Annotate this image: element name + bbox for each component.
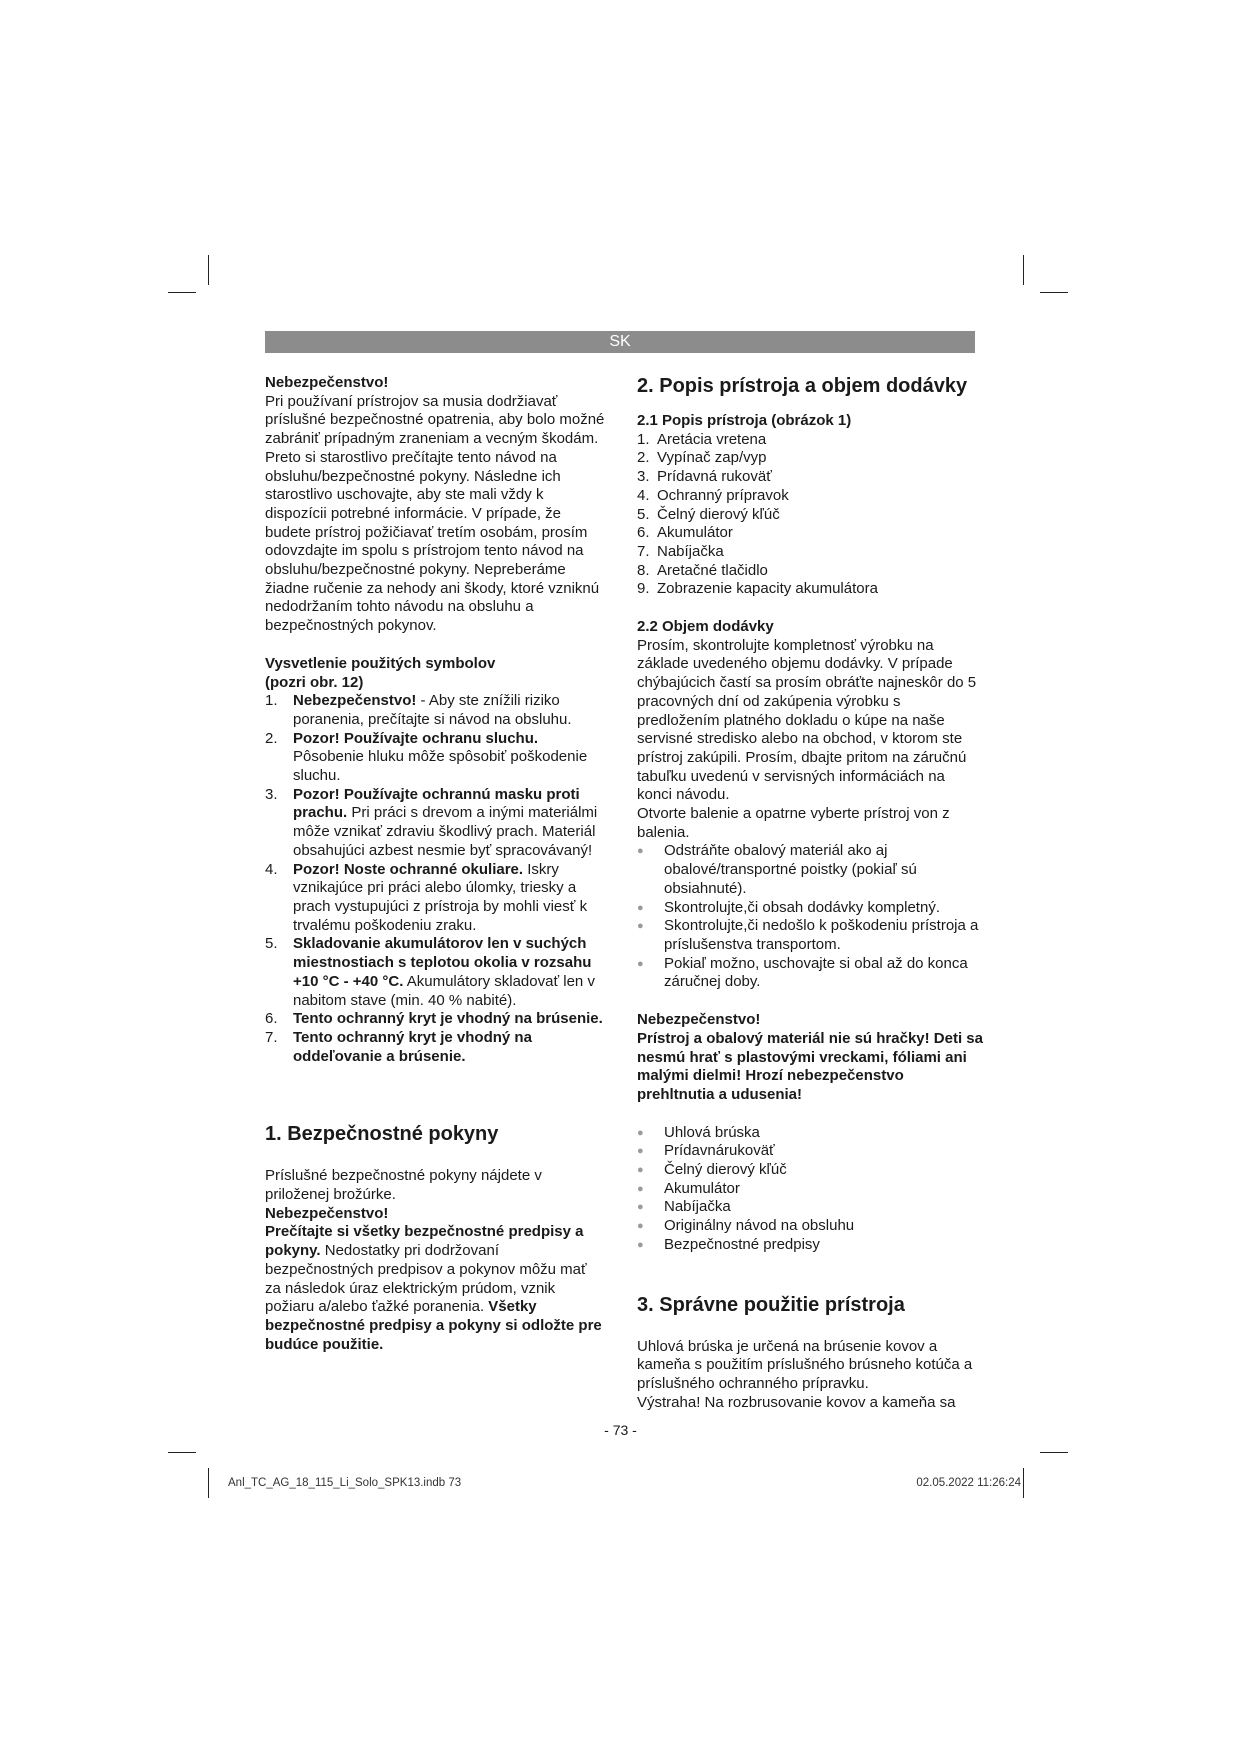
part-number: 6. [637,524,650,542]
part-item [637,506,983,525]
symbol-item [265,730,605,786]
page-number: - 73 - [604,1422,637,1438]
part-label: Akumulátor [657,524,733,542]
left-column [265,374,605,1354]
packaging-danger-text: Prístroj a obalový materiál nie sú hračky! Deti sa nesmú hrať s plastovými vreckami, fóliami ani malými dielmi! Hrozí nebezpečenstvo prehltnutia a udusenia! [637,1029,983,1103]
symbol-title: Tento ochranný kryt je vhodný na brúsenie. [293,1010,603,1028]
symbols-heading-ref: (pozri obr. 12) [265,673,364,691]
symbol-title: Pozor! Používajte ochranu sluchu. [293,729,539,747]
symbol-item [265,1010,605,1029]
symbol-number: 3. [265,785,278,803]
delivery-text: Prosím, skontrolujte kompletnosť výrobku na základe uvedeného objemu dodávky. V prípade chýbajúcich častí sa prosím obráťte najneskôr do 5 pracovných dní od zakúpenia výrobku s predložením platného dokladu o kúpe na naše servisné stredisko alebo na obchod, v ktorom ste prístroj zakúpili. Prosím, dbajte pritom na záručnú tabuľku uvedenú v servisných informáciách na konci návodu. [637,636,977,804]
danger-heading: Nebezpečenstvo! [265,374,389,391]
contents-item: ● Nabíjačka [637,1198,983,1217]
symbol-number: 4. [265,860,278,878]
section-1-bold-2: Všetky bezpečnostné predpisy a pokyny si odložte pre budúce použitie. [265,1298,602,1353]
section-1-body: Nedostatky pri dodržovaní bezpečnostných predpisov a pokynov môžu mať za následok úraz elektrickým prúdom, vznik požiaru a/alebo ťažké poranenia. [265,1242,587,1316]
part-item [637,449,983,468]
check-item: ● Odstráňte obalový materiál ako aj obalové/transportné poistky (pokiaľ sú obsiahnuté). [637,842,983,898]
part-label: Prídavná rukoväť [657,468,772,486]
contents-item: ● Čelný dierový kľúč [637,1161,983,1180]
symbol-title: Pozor! Noste ochranné okuliare. [293,860,524,878]
check-item: ● Skontrolujte,či nedošlo k poškodeniu prístroja a príslušenstva transportom. [637,917,983,954]
footer-timestamp: 02.05.2022 11:26:24 [916,1477,1021,1489]
section-1-text [265,1223,605,1354]
footer-filename: Anl_TC_AG_18_115_Li_Solo_SPK13.indb 73 [228,1477,462,1489]
crop-mark-top-right [1023,255,1024,285]
symbol-number: 1. [265,692,278,710]
part-number: 1. [637,430,650,448]
symbol-text: Pôsobenie hluku môže spôsobiť poškodenie sluchu. [293,748,588,785]
symbol-item [265,692,605,729]
right-column [637,374,983,1412]
part-number: 7. [637,542,650,560]
section-3-warning: Výstraha! Na rozbrusovanie kovov a kameňa sa [637,1393,956,1411]
part-number: 8. [637,561,650,579]
contents-item: ● Akumulátor [637,1180,983,1199]
parts-list [637,431,983,599]
section-1-bold-1: Prečítajte si všetky bezpečnostné predpisy a pokyny. [265,1223,584,1260]
symbols-heading: Vysvetlenie použitých symbolov [265,654,496,672]
symbol-item [265,786,605,861]
part-label: Zobrazenie kapacity akumulátora [657,580,878,598]
unpack-text: Otvorte balenie a opatrne vyberte prístroj von z balenia. [637,805,950,841]
section-1-danger-heading: Nebezpečenstvo! [265,1204,389,1222]
language-bar [265,331,975,353]
crop-mark-bottom-right-h [1040,1452,1068,1453]
symbol-title: Skladovanie akumulátorov len v suchých miestnostiach s teplotou okolia v rozsahu +10 °C - +40 °C. [293,935,592,990]
part-number: 2. [637,449,650,467]
part-item [637,524,983,543]
symbol-text: Pri práci s drevom a inými materiálmi môže vznikať zdraviu škodlivý prach. Materiál obsahujúci azbest nesmie byť spracovávaný! [293,804,598,859]
part-item [637,487,983,506]
part-item [637,562,983,581]
crop-mark-top-left [208,255,209,285]
symbol-text: Iskry vznikajúce pri práci alebo úlomky, triesky a prach vystupujúci z prístroja by mohli viesť k trvalému poškodeniu zraku. [293,860,588,934]
symbol-text: - Aby ste znížili riziko poranenia, prečítajte si návod na obsluhu. [293,692,572,728]
crop-mark-bottom-left-h [168,1452,196,1453]
symbol-number: 6. [265,1010,278,1028]
part-number: 4. [637,486,650,504]
danger-text: Pri používaní prístrojov sa musia dodržiavať príslušné bezpečnostné opatrenia, aby bolo možné zabrániť prípadným zraneniam a vecným škodám. Preto si starostlivo prečítajte tento návod na obsluhu/bezpečnostné pokyny. Následne ich starostlivo uschovajte, aby ste mali vždy k dispozícii potrebné informácie. V prípade, že budete prístroj požičiavať tretím osobám, prosím odovzdajte im spolu s prístrojom tento návod na obsluhu/bezpečnostné pokyny. Nepreberáme žiadne ručenie za nehody ani škody, ktoré vzniknú nedodržaním tohto návodu na obsluhu a bezpečnostných pokynov. [265,392,605,635]
symbol-number: 2. [265,729,278,747]
crop-mark-top-right-h [1040,292,1068,293]
section-2-title: 2. Popis prístroja a objem dodávky [637,375,968,397]
part-number: 3. [637,468,650,486]
packaging-danger-heading: Nebezpečenstvo! [637,1011,761,1029]
delivery-heading: 2.2 Objem dodávky [637,618,774,636]
contents-item: ● Bezpečnostné predpisy [637,1236,983,1255]
section-3-text: Uhlová brúska je určená na brúsenie kovov a kameňa s použitím príslušného brúsneho kotúča a príslušného ochranného prípravku. [637,1337,973,1392]
symbol-text: Akumulátory skladovať len v nabitom stave (min. 40 % nabité). [293,972,595,1009]
contents-item: ● Prídavnárukoväť [637,1142,983,1161]
device-description-heading: 2.1 Popis prístroja (obrázok 1) [637,412,852,429]
part-item [637,468,983,487]
symbol-title: Nebezpečenstvo! [293,692,417,710]
check-list [637,842,983,992]
part-item [637,580,983,599]
part-item [637,543,983,562]
part-number: 9. [637,580,650,598]
check-item: ● Skontrolujte,či obsah dodávky kompletný. [637,899,983,918]
section-1-title: 1. Bezpečnostné pokyny [265,1123,499,1146]
contents-item: ● Originálny návod na obsluhu [637,1217,983,1236]
symbol-title: Tento ochranný kryt je vhodný na oddeľovanie a brúsenie. [293,1028,532,1065]
symbol-item [265,1029,605,1066]
part-label: Nabíjačka [657,542,724,560]
crop-mark-bottom-left [208,1468,209,1498]
part-number: 5. [637,505,650,523]
crop-mark-top-left-h [168,292,196,293]
symbol-item [265,935,605,1010]
part-label: Čelný dierový kľúč [657,505,780,523]
part-label: Aretácia vretena [657,430,767,448]
section-3-title: 3. Správne použitie prístroja [637,1293,905,1316]
contents-list [637,1124,983,1255]
symbol-title: Pozor! Používajte ochrannú masku proti prachu. [293,785,580,822]
symbols-list [265,692,605,1066]
part-label: Aretačné tlačidlo [657,561,768,579]
contents-item: ● Uhlová brúska [637,1124,983,1143]
part-item [637,431,983,450]
section-1-intro: Príslušné bezpečnostné pokyny nájdete v priloženej brožúrke. [265,1167,542,1204]
check-item: ● Pokiaľ možno, uschovajte si obal až do konca záručnej doby. [637,955,983,992]
part-label: Vypínač zap/vyp [657,449,767,467]
crop-mark-bottom-right [1023,1468,1024,1498]
part-label: Ochranný prípravok [657,486,789,504]
language-code: SK [609,333,631,350]
symbol-item [265,861,605,936]
symbol-number: 7. [265,1028,278,1046]
symbol-number: 5. [265,935,278,953]
